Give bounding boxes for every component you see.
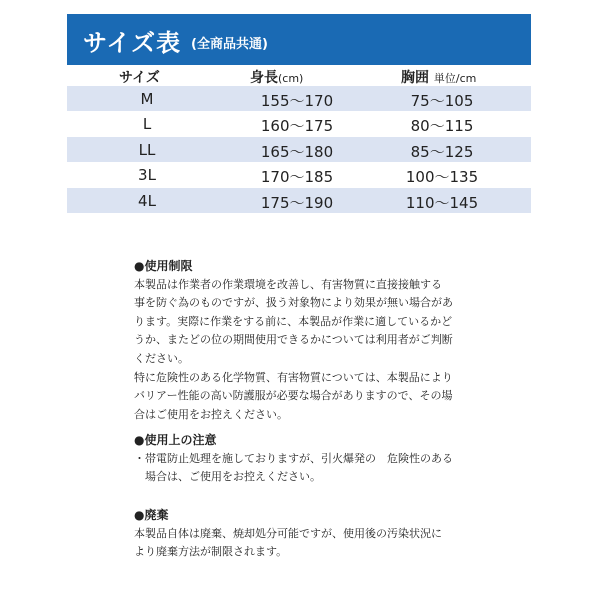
cell-chest: 75〜105	[410, 92, 474, 110]
paragraph-line: 本製品は作業者の作業環境を改善し、有害物質に直接接触する	[134, 277, 442, 291]
cell-size: 4L	[138, 191, 156, 210]
cell-height: 170〜185	[260, 168, 334, 187]
section-title: ●使用上の注意	[134, 433, 217, 447]
header-chest-label: 胸囲	[401, 70, 429, 86]
cell-size: LL	[138, 140, 156, 159]
section-title: ●使用制限	[134, 259, 193, 273]
cell-chest: 80〜115	[410, 117, 474, 136]
size-table	[67, 64, 531, 213]
section-title: ●廃棄	[134, 508, 169, 522]
usage-limit-section	[134, 258, 474, 423]
table-row	[67, 162, 531, 187]
size-chart-title: サイズ表	[83, 29, 182, 57]
cell-size: L	[142, 115, 152, 134]
paragraph-line: 本製品自体は廃棄、焼却処分可能ですが、使用後の汚染状況に	[134, 526, 442, 540]
cell-height: 165〜180	[260, 142, 334, 161]
header-size: サイズ	[119, 70, 160, 86]
cell-size: 3L	[138, 166, 156, 185]
table-row	[67, 137, 531, 162]
header-height-label: 身長	[250, 70, 278, 86]
header-height-unit: (cm)	[278, 72, 304, 85]
paragraph-line: ください。	[134, 351, 189, 365]
cell-chest: 100〜135	[405, 168, 479, 187]
table-row	[67, 111, 531, 136]
table-row	[67, 188, 531, 213]
header-chest	[401, 67, 476, 87]
paragraph-line: うか、またどの位の期間使用できるかについては利用者がご判断	[134, 333, 453, 347]
header-height	[250, 67, 303, 87]
paragraph-line: 事を防ぐ為のものですが、扱う対象物により効果が無い場合があ	[134, 296, 453, 310]
paragraph-line: 場合は、ご使用をお控えください。	[134, 470, 321, 484]
table-row	[67, 86, 531, 111]
paragraph-line: 特に危険性のある化学物質、有害物質については、本製品により	[134, 370, 453, 384]
paragraph-line: ・帯電防止処理を施しておりますが、引火爆発の 危険性のある	[134, 451, 453, 465]
cell-height: 175〜190	[260, 193, 334, 212]
cell-height: 155〜170	[260, 92, 334, 110]
size-chart-header	[67, 14, 531, 65]
header-chest-unit: 単位/cm	[433, 72, 477, 85]
paragraph-line: より廃棄方法が制限されます。	[134, 545, 288, 559]
cell-size: M	[140, 90, 154, 108]
disposal-section	[134, 507, 474, 561]
cell-chest: 85〜125	[410, 142, 474, 161]
paragraph-line: ります。実際に作業をする前に、本製品が作業に適しているかど	[134, 314, 453, 328]
cell-chest: 110〜145	[405, 193, 479, 212]
size-chart-subtitle: (全商品共通)	[191, 37, 268, 52]
usage-caution-section	[134, 432, 474, 486]
cell-height: 160〜175	[260, 117, 334, 136]
table-header	[67, 64, 531, 86]
paragraph-line: バリアー性能の高い防護服が必要な場合がありますので、その場	[134, 389, 453, 403]
paragraph-line: 合はご使用をお控えください。	[134, 407, 288, 421]
